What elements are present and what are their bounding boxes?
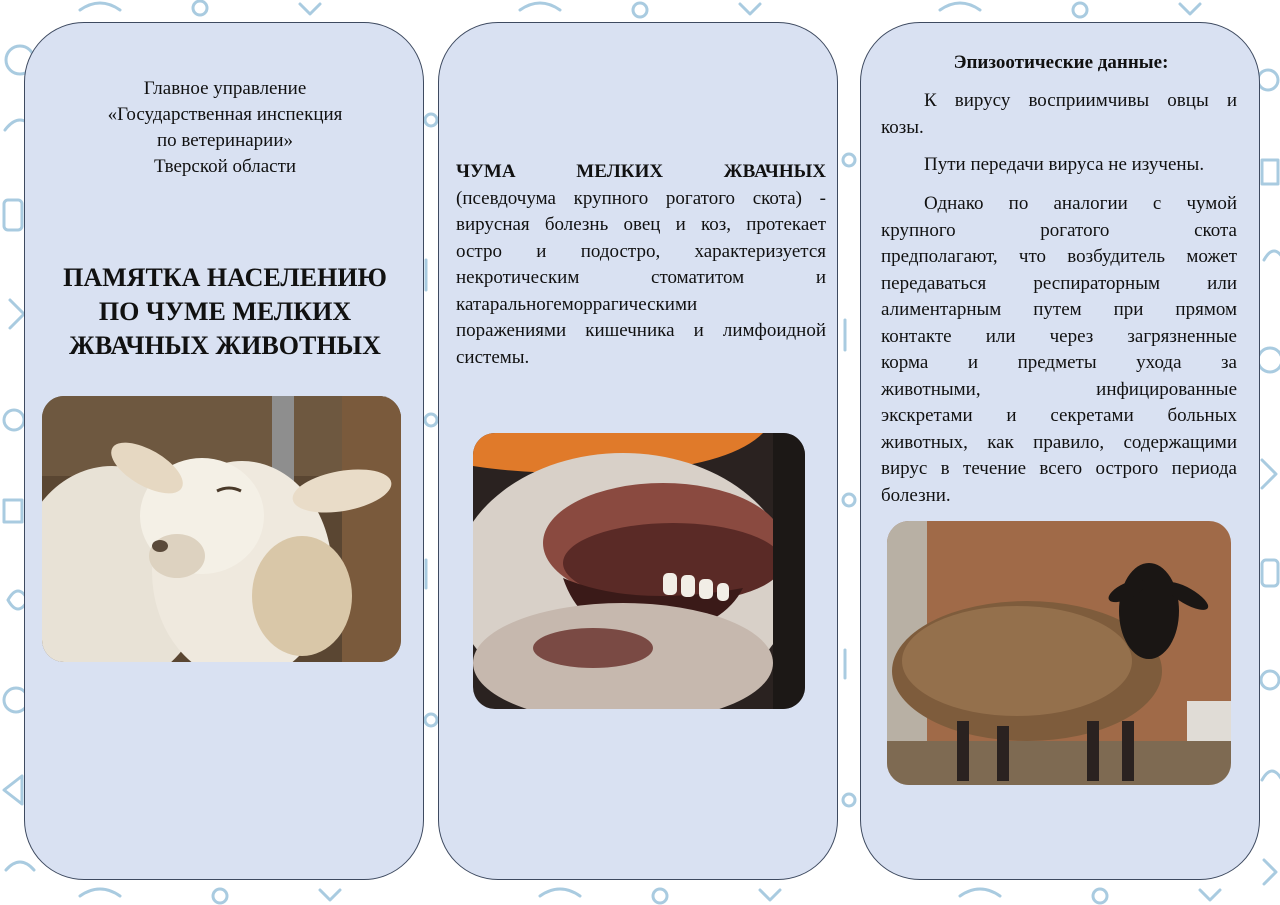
title-line: ЖВАЧНЫХ ЖИВОТНЫХ [69, 331, 381, 360]
paragraph-line: крупного рогатого скота [881, 219, 1237, 241]
disease-definition [456, 159, 826, 371]
definition-line: (псевдочума крупного рогатого скота) - [456, 187, 826, 209]
org-line: по ветеринарии» [156, 130, 294, 151]
organization-name [45, 76, 405, 180]
paragraph-line: передаваться респираторным или [881, 272, 1237, 294]
definition-line [456, 159, 826, 186]
paragraph-line: предполагают, что возбудитель может [881, 246, 1237, 267]
definition-line: вирусная болезнь овец и коз, протекает [456, 214, 826, 235]
paragraph-line: козы. [881, 116, 924, 138]
leaflet-panel-epizootic [860, 22, 1260, 880]
paragraph-line: животных, как правило, содержащими [881, 431, 1237, 453]
paragraph-line: Однако по аналогии с чумой [924, 193, 1237, 214]
title-line: ПО ЧУМЕ МЕЛКИХ [98, 297, 352, 326]
leaflet-panel-cover [24, 22, 424, 880]
sheep-standing-photo [887, 521, 1231, 785]
paragraph-line: экскретами и секретами больных [881, 405, 1237, 426]
section-heading: Эпизоотические данные: [953, 52, 1169, 73]
definition-line: поражениями кишечника и лимфоидной [456, 320, 826, 341]
paragraph-line: контакте или через загрязненные [881, 325, 1237, 347]
paragraph-line: Пути передачи вируса не изучены. [924, 154, 1205, 175]
paragraph-analogy [881, 191, 1237, 509]
paragraph-line: болезни. [881, 484, 951, 506]
paragraph-line: алиментарным путем при прямом [881, 299, 1237, 320]
leaflet-panel-definition [438, 22, 838, 880]
definition-line: системы. [456, 346, 530, 368]
paragraph-line: животными, инфицированные [881, 378, 1237, 400]
paragraph-susceptibility [881, 88, 1237, 141]
paragraph-line: вирус в течение всего острого периода [881, 458, 1237, 479]
paragraph-line: корма и предметы ухода за [881, 352, 1237, 373]
definition-line: некротическим стоматитом и [456, 267, 826, 288]
org-line: «Государственная инспекция [107, 104, 343, 125]
definition-line: катаральногеморрагическими [456, 293, 698, 315]
disease-name: ЧУМА МЕЛКИХ ЖВАЧНЫХ [456, 161, 826, 182]
title-line: ПАМЯТКА НАСЕЛЕНИЮ [63, 263, 387, 292]
paragraph-transmission [881, 152, 1237, 179]
leaflet-title [35, 261, 415, 363]
sick-sheep-photo [42, 396, 401, 662]
org-line: Главное управление [143, 78, 307, 99]
mouth-lesion-photo [473, 433, 805, 709]
org-line: Тверской области [153, 156, 297, 177]
paragraph-line: К вирусу восприимчивы овцы и [924, 90, 1237, 111]
definition-line: остро и подостро, характеризуется [456, 240, 826, 262]
